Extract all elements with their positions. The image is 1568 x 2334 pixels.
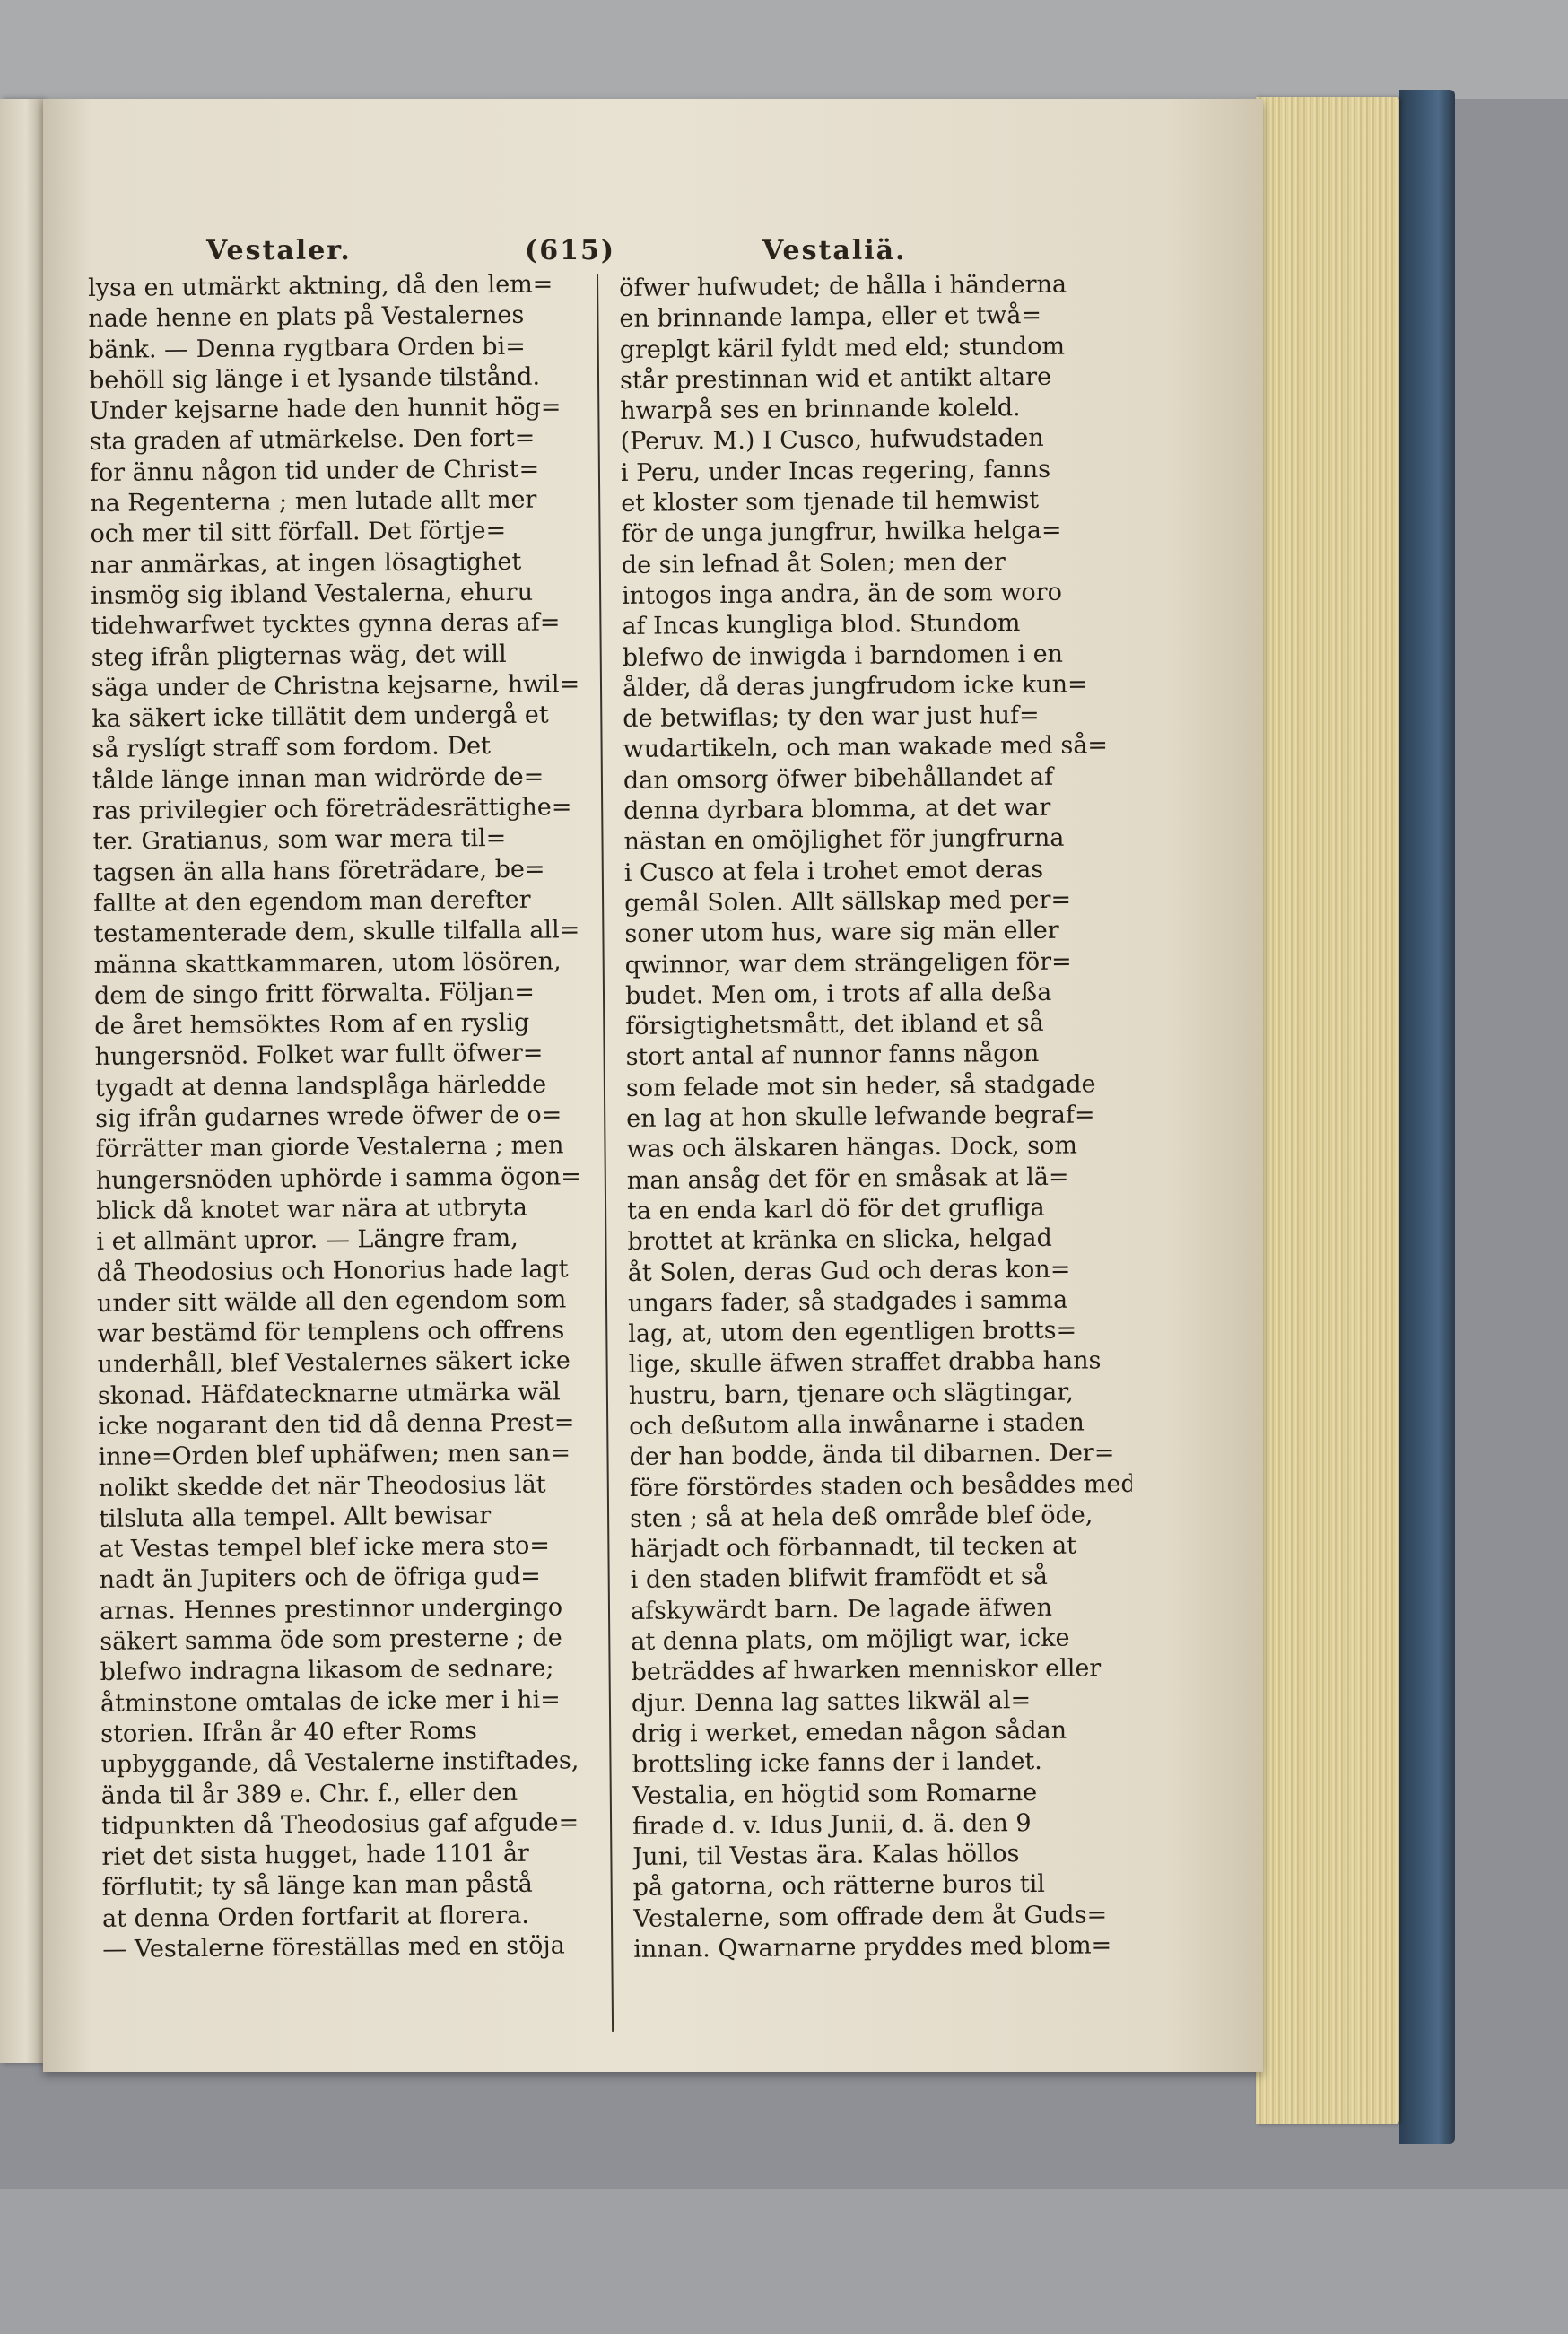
text-line: sig ifrån gudarnes wrede öfwer de o= — [95, 1101, 562, 1133]
text-line: de betwiflas; ty den war just huf= — [623, 701, 1040, 734]
text-line: under sitt wälde all den egendom som — [96, 1285, 567, 1318]
text-line: hungersnöd. Folket war fullt öfwer= — [94, 1040, 544, 1072]
text-line: ka säkert icke tillätit dem undergå et — [91, 701, 549, 734]
text-line: brottet at kränka en slicka, helgad — [627, 1224, 1052, 1257]
text-line: Under kejsarne hade den hunnit hög= — [89, 393, 562, 426]
text-line: åt Solen, deras Gud och deras kon= — [627, 1255, 1071, 1287]
text-line: dan omsorg öfwer bibehållandet af — [623, 762, 1054, 795]
text-line: underhåll, blef Vestalernes säkert icke — [97, 1346, 571, 1380]
text-line: skonad. Häfdatecknarne utmärka wäl — [97, 1378, 561, 1410]
text-line: war bestämd för templens och offrens — [97, 1316, 565, 1349]
text-line: blefwo indragna likasom de sednare; — [100, 1654, 554, 1687]
text-line: på gatorna, och rätterne buros til — [632, 1870, 1046, 1903]
background-bottom — [0, 2189, 1568, 2334]
book-cover — [1399, 90, 1455, 2144]
text-line: blefwo de inwigda i barndomen i en — [622, 640, 1064, 672]
text-line: sta graden af utmärkelse. Den fort= — [89, 424, 536, 457]
text-line: härjadt och förbannadt, til tecken at — [630, 1531, 1077, 1564]
text-line: ända til år 389 e. Chr. f., eller den — [100, 1778, 518, 1810]
text-line: i Peru, under Incas regering, fanns — [620, 455, 1051, 487]
text-line: dem de singo fritt förwalta. Följan= — [93, 978, 536, 1010]
text-line: bänk. — Denna rygtbara Orden bi= — [88, 332, 526, 364]
text-line: nadt än Jupiters och de öfriga gud= — [99, 1563, 541, 1595]
text-line: blick då knotet war nära at utbryta — [95, 1193, 528, 1225]
text-line: behöll sig länge i et lysande tilstånd. — [88, 362, 541, 395]
text-line: et kloster som tjenade til hemwist — [621, 486, 1040, 518]
text-line: sten ; så at hela deß område blef öde, — [629, 1501, 1093, 1533]
text-line: qwinnor, war dem strängeligen för= — [624, 947, 1072, 980]
text-line: insmög sig ibland Vestalerna, ehuru — [91, 578, 534, 610]
text-line: står prestinnan wid et antikt altare — [619, 362, 1052, 395]
text-line: storien. Ifrån år 40 efter Roms — [100, 1717, 477, 1748]
text-line: at denna Orden fortfarit at florera. — [101, 1901, 529, 1933]
header-left-title: Vestaler. — [206, 235, 352, 266]
text-line: förflutit; ty så länge kan man påstå — [101, 1870, 533, 1903]
text-line: (Peruv. M.) I Cusco, hufwudstaden — [620, 424, 1044, 457]
text-line: greplgt käril fyldt med eld; stundom — [619, 332, 1066, 364]
text-line: och mer til sitt förfall. Det förtje= — [90, 517, 507, 549]
text-line: innan. Qwarnarne pryddes med blom= — [633, 1931, 1112, 1964]
text-line: at Vestas tempel blef icke mera sto= — [99, 1531, 551, 1564]
text-line: lag, at, utom den egentligen brotts= — [628, 1316, 1077, 1349]
text-line: nolikt skedde det när Theodosius lät — [98, 1470, 546, 1502]
text-line: en brinnande lampa, eller et twå= — [619, 301, 1042, 334]
text-line: de sin lefnad åt Solen; men der — [621, 547, 1006, 579]
text-line: Juni, til Vestas ära. Kalas höllos — [632, 1840, 1020, 1872]
text-line: soner utom hus, ware sig män eller — [624, 916, 1059, 949]
text-line: was och älskaren hängas. Dock, som — [626, 1131, 1078, 1164]
text-line: de året hemsöktes Rom af en ryslig — [94, 1008, 530, 1041]
text-line: en lag at hon skulle lefwande begraf= — [626, 1101, 1095, 1133]
text-line: öfwer hufwudet; de hålla i händerna — [619, 270, 1067, 302]
background-top — [0, 0, 1568, 99]
text-line: djur. Denna lag sattes likwäl al= — [631, 1685, 1032, 1718]
text-line: nar anmärkas, at ingen lösagtighet — [90, 547, 522, 579]
text-line: tidpunkten då Theodosius gaf afgude= — [100, 1808, 579, 1841]
text-line: Vestalia, en högtid som Romarne — [632, 1778, 1038, 1810]
text-line: at denna plats, om möjligt war, icke — [631, 1624, 1070, 1657]
text-line: då Theodosius och Honorius hade lagt — [96, 1254, 569, 1287]
text-line: firade d. v. Idus Junii, d. ä. den 9 — [632, 1808, 1032, 1841]
text-line: fallte at den egendom man derefter — [92, 885, 531, 918]
text-line: intogos inga andra, än de som woro — [622, 578, 1063, 610]
text-line: ta en enda karl dö för det grufliga — [626, 1193, 1045, 1225]
text-line: upbyggande, då Vestalerne instiftades, — [100, 1746, 579, 1780]
text-line: tagsen än alla hans företrädare, be= — [92, 855, 545, 887]
text-line: icke nogarant den tid då denna Prest= — [98, 1408, 575, 1441]
text-line: ras privilegier och företrädesrättighe= — [92, 793, 572, 826]
text-line: som felade mot sin heder, så stadgade — [625, 1070, 1096, 1102]
right-text-column — [619, 269, 1137, 2023]
text-line: ter. Gratianus, som war mera til= — [92, 824, 507, 857]
page-number: (615) — [525, 235, 616, 266]
text-line: före förstördes staden och besåddes med — [629, 1469, 1137, 1502]
text-line: tilsluta alla tempel. Allt bewisar — [98, 1502, 492, 1533]
text-line: stort antal af nunnor fanns någon — [625, 1040, 1040, 1072]
text-line: na Regenterna ; men lutade allt mer — [90, 485, 537, 518]
text-line: förrätter man giorde Vestalerna ; men — [95, 1131, 564, 1164]
text-line: för de unga jungfrur, hwilka helga= — [621, 517, 1062, 549]
text-line: så ryslígt straff som fordom. Det — [91, 732, 492, 764]
text-line: for ännu någon tid under de Christ= — [89, 455, 540, 487]
text-line: testamenterade dem, skulle tilfalla all= — [93, 916, 580, 949]
text-line: Vestalerne, som offrade dem åt Guds= — [632, 1901, 1108, 1933]
left-text-column — [88, 269, 605, 2023]
text-line: steg ifrån pligternas wäg, det will — [91, 640, 507, 672]
text-line: beträddes af hwarken menniskor eller — [631, 1654, 1102, 1687]
text-line: gemål Solen. Allt sällskap med per= — [623, 885, 1072, 918]
text-line: säga under de Christna kejsarne, hwil= — [91, 670, 580, 702]
text-line: i et allmänt upror. — Längre fram, — [96, 1224, 518, 1257]
text-line: inne=Orden blef uphäfwen; men san= — [98, 1439, 571, 1472]
text-line: i Cusco at fela i trohet emot deras — [623, 855, 1044, 887]
text-line: hwarpå ses en brinnande koleld. — [620, 394, 1021, 426]
text-line: brottsling icke fanns der i landet. — [632, 1747, 1042, 1780]
text-line: — Vestalerne föreställas med en stöja — [102, 1931, 565, 1964]
previous-page-edge — [0, 99, 43, 2063]
text-line: tidehwarfwet tycktes gynna deras af= — [91, 608, 561, 641]
text-line: budet. Men om, i trots af alla deßa — [624, 978, 1052, 1010]
text-line: och deßutom alla inwånarne i staden — [629, 1408, 1085, 1441]
text-line: säkert samma öde som presterne ; de — [100, 1624, 562, 1657]
text-line: af Incas kungliga blod. Stundom — [622, 609, 1021, 641]
text-line: wudartikeln, och man wakade med så= — [623, 731, 1109, 764]
text-line: der han bodde, ända til dibarnen. Der= — [629, 1439, 1115, 1472]
text-line: hungersnöden uphörde i samma ögon= — [95, 1162, 581, 1195]
text-line: hustru, barn, tjenare och slägtingar, — [628, 1378, 1074, 1410]
text-line: drig i werket, emedan någon sådan — [632, 1716, 1067, 1748]
text-line: tålde länge innan man widrörde de= — [91, 762, 544, 795]
text-line: ungars fader, så stadgades i samma — [627, 1285, 1068, 1318]
header-right-title: Vestaliä. — [762, 235, 907, 266]
text-line: männa skattkammaren, utom lösören, — [93, 946, 562, 980]
text-line: i den staden blifwit framfödt et så — [630, 1563, 1048, 1595]
text-line: afskywärdt barn. De lagade äfwen — [630, 1593, 1053, 1625]
text-line: tygadt at denna landsplåga härledde — [94, 1070, 547, 1102]
text-line: lysa en utmärkt aktning, då den lem= — [88, 270, 553, 302]
text-line: försigtighetsmått, det ibland et så — [625, 1009, 1044, 1041]
text-line: denna dyrbara blomma, at det war — [623, 793, 1051, 826]
text-line: man ansåg det för en småsak at lä= — [626, 1163, 1069, 1195]
text-line: åtminstone omtalas de icke mer i hi= — [100, 1685, 561, 1718]
text-line: ålder, då deras jungfrudom icke kun= — [622, 670, 1088, 702]
text-line: lige, skulle äfwen straffet drabba hans — [628, 1346, 1102, 1380]
text-line: arnas. Hennes prestinnor undergingo — [99, 1593, 563, 1625]
page-edges — [1256, 97, 1399, 2124]
running-header — [206, 235, 1112, 271]
text-line: riet det sista hugget, hade 1101 år — [101, 1839, 530, 1872]
text-line: nade henne en plats på Vestalernes — [88, 301, 525, 334]
text-line: nästan en omöjlighet för jungfrurna — [623, 824, 1065, 857]
